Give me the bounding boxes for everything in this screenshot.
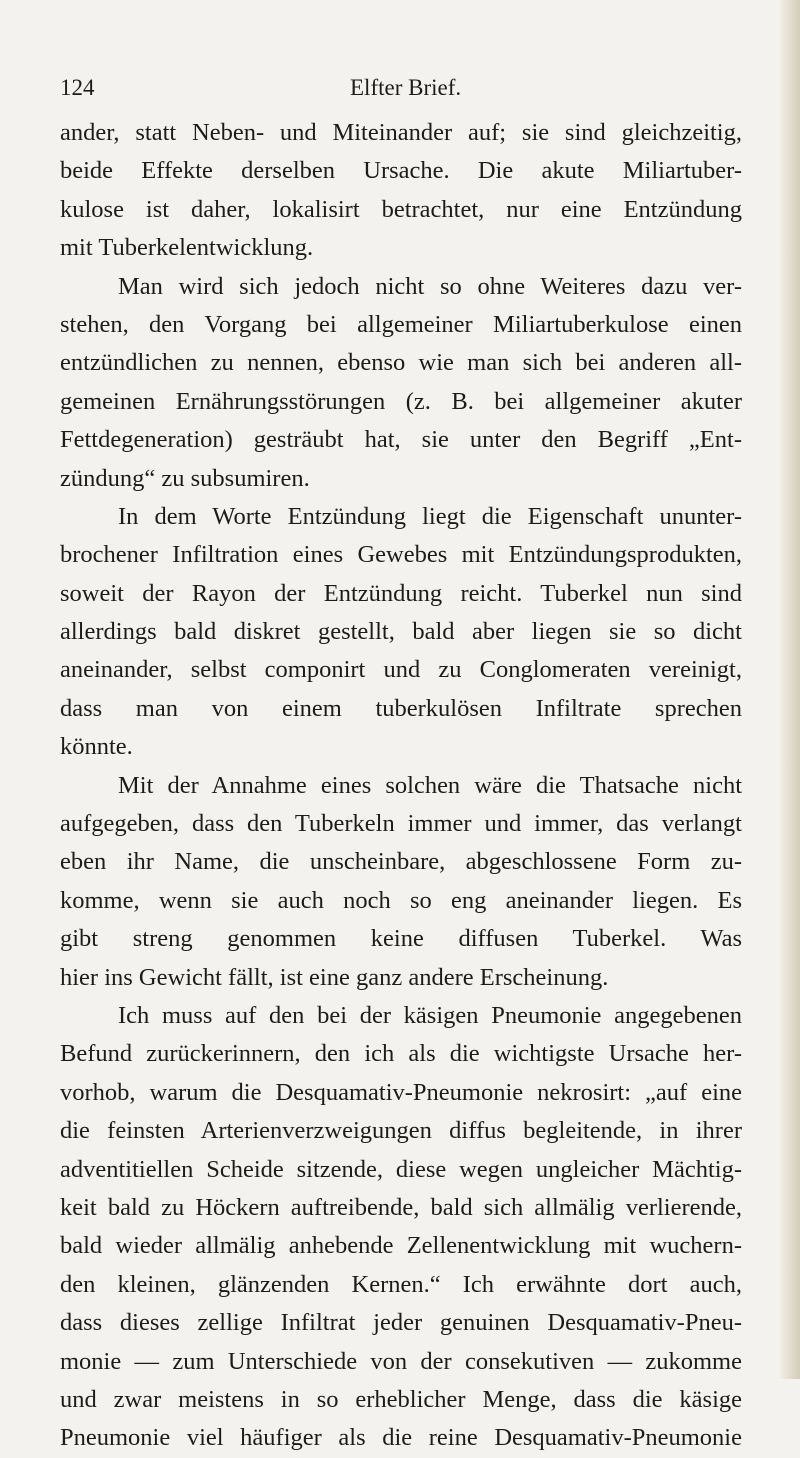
text-line: zündung“ zu subsumiren. <box>60 464 310 492</box>
body-text <box>60 114 742 1458</box>
text-line: Ich muss auf den bei der käsigen Pneumonie angegebenen <box>118 1001 742 1029</box>
text-line: beide Effekte derselben Ursache. Die akute Miliartuber- <box>60 157 742 185</box>
text-line: allerdings bald diskret gestellt, bald aber liegen sie so dicht <box>60 618 742 646</box>
text-line: Befund zurückerinnern, den ich als die wichtigste Ursache her- <box>60 1040 742 1068</box>
text-line: aufgegeben, dass den Tuberkeln immer und immer, das verlangt <box>60 810 742 838</box>
text-line: dass dieses zellige Infiltrat jeder genuinen Desquamativ-Pneu- <box>60 1309 742 1337</box>
page-number: 124 <box>60 75 95 100</box>
text-line: Pneumonie viel häufiger als die reine Desquamativ-Pneumonie <box>60 1424 742 1452</box>
text-line: bald wieder allmälig anhebende Zellenentwicklung mit wuchern- <box>60 1232 742 1260</box>
text-line: aneinander, selbst componirt und zu Conglomeraten vereinigt, <box>60 656 742 684</box>
text-line: brochener Infiltration eines Gewebes mit Entzündungsprodukten, <box>60 541 742 569</box>
text-line: stehen, den Vorgang bei allgemeiner Miliartuberkulose einen <box>60 310 742 338</box>
running-title: Elfter Brief. <box>350 75 462 100</box>
text-line: den kleinen, glänzenden Kernen.“ Ich erwähnte dort auch, <box>60 1270 742 1298</box>
page-edge-shadow <box>778 0 800 1379</box>
text-line: vorhob, warum die Desquamativ-Pneumonie nekrosirt: „auf eine <box>60 1078 742 1106</box>
text-line: monie — zum Unterschiede von der consekutiven — zukomme <box>60 1347 742 1375</box>
text-line: ander, statt Neben- und Miteinander auf; sie sind gleichzeitig, <box>60 119 742 146</box>
text-line: In dem Worte Entzündung liegt die Eigenschaft ununter- <box>118 502 742 530</box>
text-line: kulose ist daher, lokalisirt betrachtet, nur eine Entzündung <box>60 195 742 223</box>
text-line: Mit der Annahme eines solchen wäre die Thatsache nicht <box>118 771 742 799</box>
text-line: gemeinen Ernährungsstörungen (z. B. bei allgemeiner akuter <box>60 387 742 415</box>
running-head <box>60 72 740 104</box>
text-line: mit Tuberkelentwicklung. <box>60 234 314 262</box>
text-line: entzündlichen zu nennen, ebenso wie man sich bei anderen all- <box>60 349 742 377</box>
text-line: soweit der Rayon der Entzündung reicht. Tuberkel nun sind <box>60 579 742 607</box>
text-line: gibt streng genommen keine diffusen Tuberkel. Was <box>60 925 742 953</box>
text-line: Fettdegeneration) gesträubt hat, sie unter den Begriff „Ent- <box>60 426 742 454</box>
text-line: die feinsten Arterienverzweigungen diffus begleitende, in ihrer <box>60 1117 742 1145</box>
text-line: könnte. <box>60 733 133 761</box>
text-line: eben ihr Name, die unscheinbare, abgeschlossene Form zu- <box>60 848 742 876</box>
text-line: hier ins Gewicht fällt, ist eine ganz andere Erscheinung. <box>60 963 609 991</box>
text-line: komme, wenn sie auch noch so eng aneinander liegen. Es <box>60 886 742 914</box>
text-line: Man wird sich jedoch nicht so ohne Weiteres dazu ver- <box>118 272 742 300</box>
text-line: und zwar meistens in so erheblicher Menge, dass die käsige <box>60 1385 742 1413</box>
text-line: keit bald zu Höckern auftreibende, bald sich allmälig verlierende, <box>60 1193 742 1221</box>
text-line: adventitiellen Scheide sitzende, diese wegen ungleicher Mächtig- <box>60 1155 742 1183</box>
text-line: dass man von einem tuberkulösen Infiltrate sprechen <box>60 694 742 722</box>
